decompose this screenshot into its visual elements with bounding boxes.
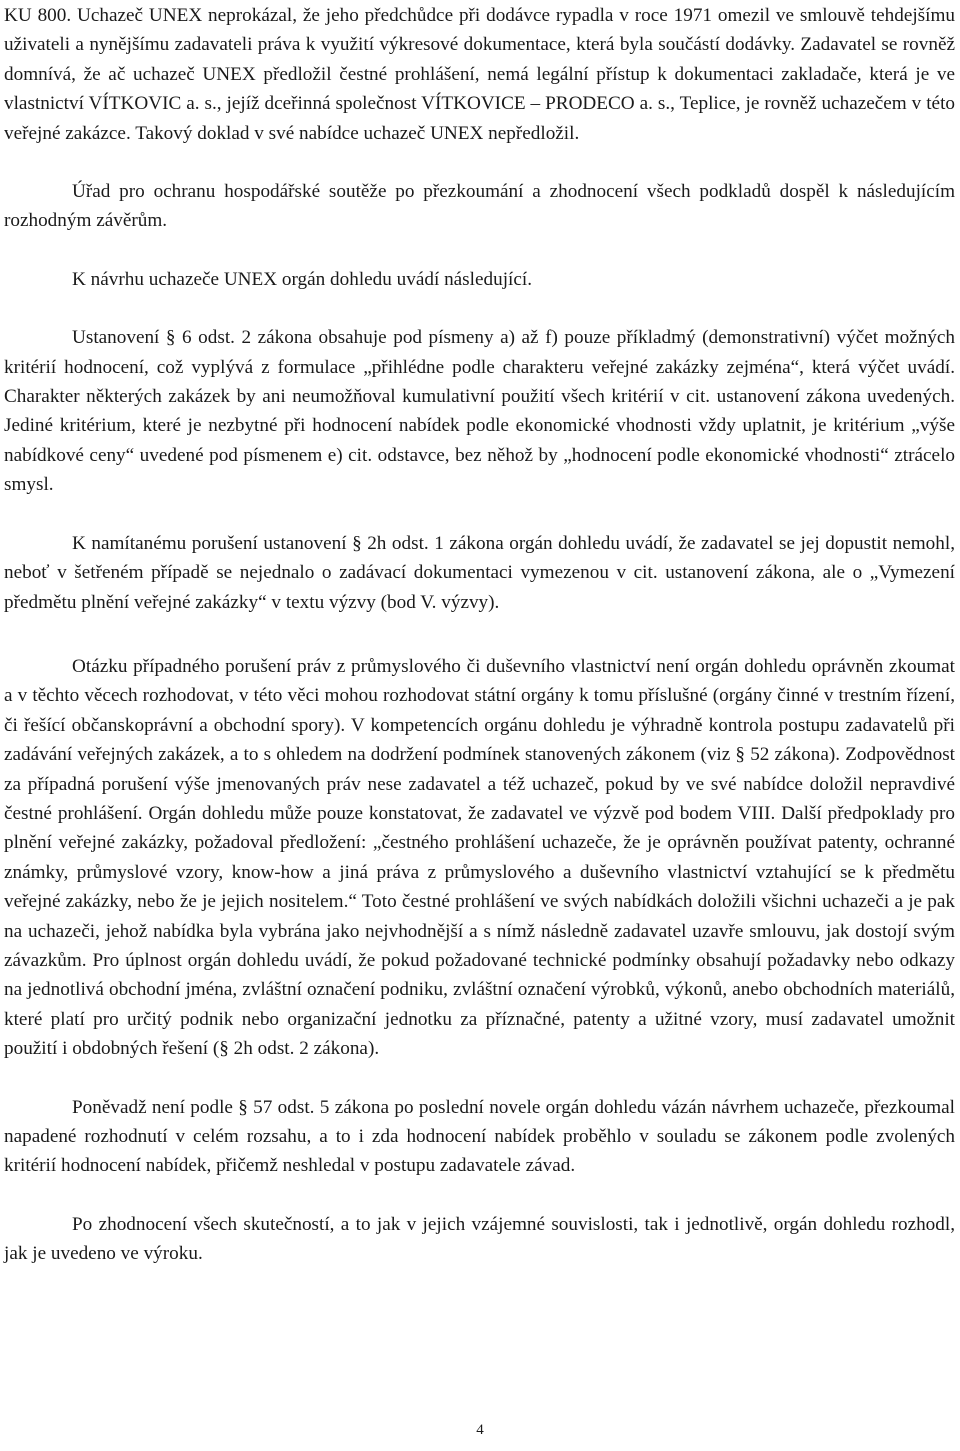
paragraph-office-conclusion: Úřad pro ochranu hospodářské soutěže po přezkoumání a zhodnocení všech podkladů dospěl k následujícím rozhodným závěrům.	[4, 181, 955, 232]
page-number: 4	[476, 1422, 484, 1438]
paragraph-final-decision: Po zhodnocení všech skutečností, a to jak v jejich vzájemné souvislosti, tak i jednotlivě, orgán dohledu rozhodl, jak je uvedeno ve výroku.	[4, 1213, 955, 1265]
paragraph-section-57-review: Poněvadž není podle § 57 odst. 5 zákona po poslední novele orgán dohledu vázán návrhem uchazeče, přezkoumal napadené rozhodnutí v celém rozsahu, a to i zda hodnocení nabídek proběhlo v souladu se zákonem podle zvolených kritérií hodnocení nabídek, přičemž neshledal v postupu zadavatele závad.	[4, 1096, 955, 1177]
paragraph-unex-objection: KU 800. Uchazeč UNEX neprokázal, že jeho předchůdce při dodávce rypadla v roce 1971 omezil ve smlouvě tehdejšímu uživateli a nynějšímu zadavateli práva k využití výkresové dokumentace, která byla součástí dodávky. Zadavatel se rovněž domnívá, že ač uchazeč UNEX předložil čestné prohlášení, nemá legální přístup k dokumentaci zakladače, která je ve vlastnictví VÍTKOVIC a. s., jejíž dceřinná společnost VÍTKOVICE – PRODECO a. s., Teplice, je rovněž uchazečem v této veřejné zakázce. Takový doklad v své nabídce uchazeč UNEX nepředložil.	[4, 5, 955, 144]
paragraph-intellectual-property: Otázku případného porušení práv z průmyslového či duševního vlastnictví není orgán dohledu oprávněn zkoumat a v těchto věcech rozhodovat, v této věci mohou rozhodovat státní orgány k tomu příslušné (orgány činné v trestním řízení, či řešící občanskoprávní a obchodní spory). V kompetencích orgánu dohledu je výhradně kontrola postupu zadavatelů při zadávání veřejných zakázek, a to s ohledem na dodržení podmínek stanovených zákonem (viz § 52 zákona). Zodpovědnost za případná porušení výše jmenovaných práv nese zadavatel a též uchazeč, pokud by ve své nabídce doložil nepravdivé čestné prohlášení. Orgán dohledu může pouze konstatovat, že zadavatel ve výzvě pod bodem VIII. Další předpoklady pro plnění veřejné zakázky, požadoval předložení: „čestného prohlášení uchazeče, že je oprávněn používat patenty, ochranné známky, průmyslové vzory, know-how a jiná práva z průmyslového a duševního vlastnictví vztahující se k předmětu veřejné zakázky, nebo že je jejich nositelem.“ Toto čestné prohlášení ve svých nabídkách doložili všichni uchazeči a je pak na uchazeči, jehož nabídka byla vybrána jako nejvhodnější a s nímž následně zadavatel uzavře smlouvu, jak dostojí svým závazkům. Pro úplnost orgán dohledu uvádí, že pokud požadované technické podmínky obsahují požadavky nebo odkazy na jednotlivá obchodní jména, zvláštní označení podniku, zvláštní označení výrobků, výkonů, anebo obchodních materiálů, které platí pro určitý podnik nebo organizační jednotku za příznačné, patenty a užitné vzory, musí zadavatel umožnit použití i obdobných řešení (§ 2h odst. 2 zákona).	[4, 655, 955, 1060]
paragraph-section-6-criteria: Ustanovení § 6 odst. 2 zákona obsahuje pod písmeny a) až f) pouze příkladmý (demonstrativní) výčet možných kritérií hodnocení, což vyplývá z formulace „přihlédne podle charakteru veřejné zakázky zejména“, která výčet uvádí. Charakter některých zakázek by ani neumožňoval kumulativní použití všech kritérií v cit. ustanovení zákona uvedených. Jediné kritérium, které je nezbytné při hodnocení nabídek podle ekonomické vhodnosti vždy uplatnit, je kritérium „výše nabídkové ceny“ uvedené pod písmenem e) cit. odstavce, bez něhož by „hodnocení podle ekonomické vhodnosti“ ztrácelo smysl.	[4, 327, 955, 496]
document-body	[4, 0, 955, 1269]
paragraph-unex-proposal: K návrhu uchazeče UNEX orgán dohledu uvádí následující.	[72, 268, 532, 290]
paragraph-section-2h: K namítanému porušení ustanovení § 2h odst. 1 zákona orgán dohledu uvádí, že zadavatel se jej dopustit nemohl, neboť v šetřeném případě se nejednalo o zadávací dokumentaci vymezenou v cit. ustanovení zákona, ale o „Vymezení předmětu plnění veřejné zakázky“ v textu výzvy (bod V. výzvy).	[4, 532, 955, 613]
